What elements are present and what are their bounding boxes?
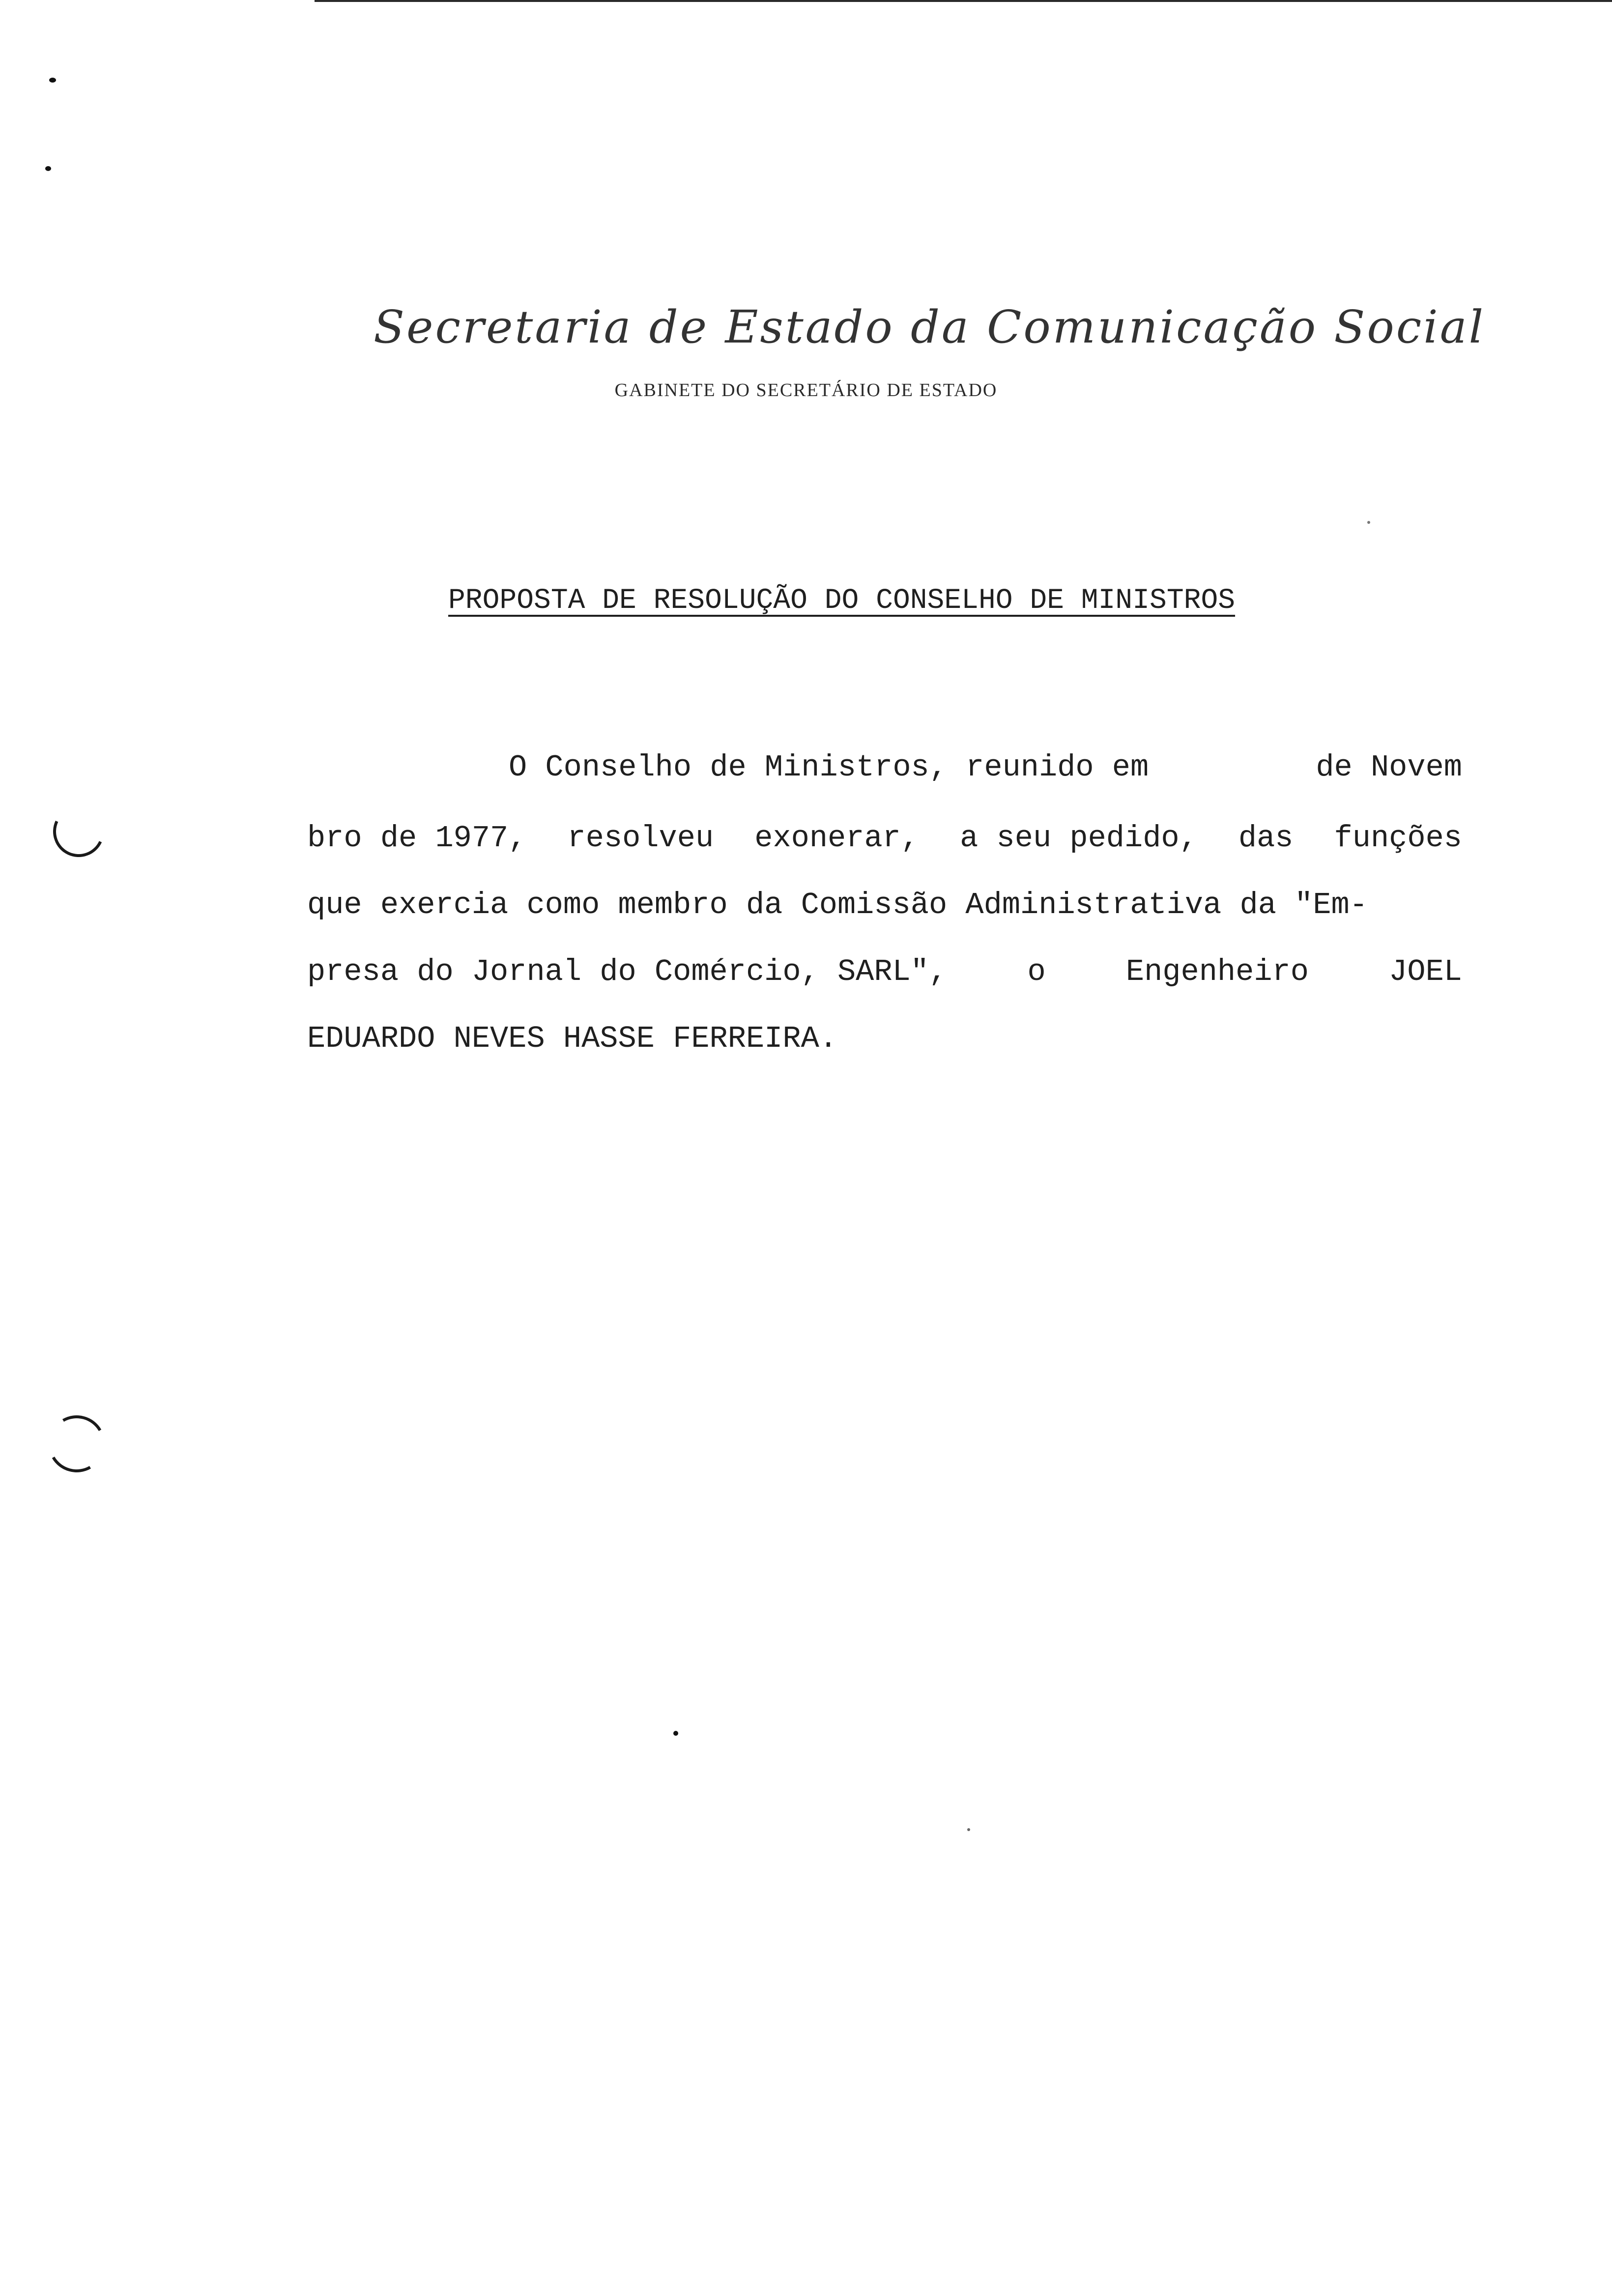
scan-speck: [49, 78, 56, 83]
body-line-3-segment-1: que exercia como membro da Comissão Administrativa da "Em-: [307, 888, 1368, 922]
body-line-5: [307, 1021, 1462, 1056]
body-line-3: [307, 888, 1462, 922]
scan-speck: [1367, 521, 1370, 524]
body-line-1-segment-1: O Conselho de Ministros, reunido em: [509, 750, 1149, 785]
body-line-2-segment-3: exonerar,: [754, 821, 920, 856]
body-line-2-segment-1: bro de 1977,: [307, 821, 527, 856]
body-line-4-segment-3: Engenheiro: [1125, 954, 1309, 989]
body-line-2-segment-6: funções: [1334, 821, 1462, 856]
body-line-2: [307, 821, 1462, 856]
document-title: PROPOSTA DE RESOLUÇÃO DO CONSELHO DE MINISTROS: [448, 585, 1236, 617]
body-line-2-segment-2: resolveu: [567, 821, 714, 856]
punch-hole-mark: [46, 799, 111, 864]
body-line-4-segment-2: o: [1027, 954, 1046, 989]
scan-speck: [673, 1731, 678, 1736]
body-line-1: [509, 750, 1462, 785]
body-line-4: [307, 954, 1462, 989]
body-line-4-segment-4: JOEL: [1389, 954, 1462, 989]
top-edge-rule: [315, 0, 1612, 2]
punch-hole-mark: [42, 1409, 112, 1479]
letterhead-institution: Secretaria de Estado da Comunicação Social: [374, 301, 1485, 353]
body-line-5-segment-1: EDUARDO NEVES HASSE FERREIRA.: [307, 1021, 837, 1056]
body-line-2-segment-4: a seu pedido,: [960, 821, 1198, 856]
body-line-2-segment-5: das: [1238, 821, 1294, 856]
letterhead-office: GABINETE DO SECRETÁRIO DE ESTADO: [614, 380, 998, 401]
body-line-1-segment-2: de Novem: [1316, 750, 1462, 785]
scan-speck: [45, 166, 51, 171]
scan-speck: [967, 1828, 970, 1831]
body-line-4-segment-1: presa do Jornal do Comércio, SARL",: [307, 954, 948, 989]
